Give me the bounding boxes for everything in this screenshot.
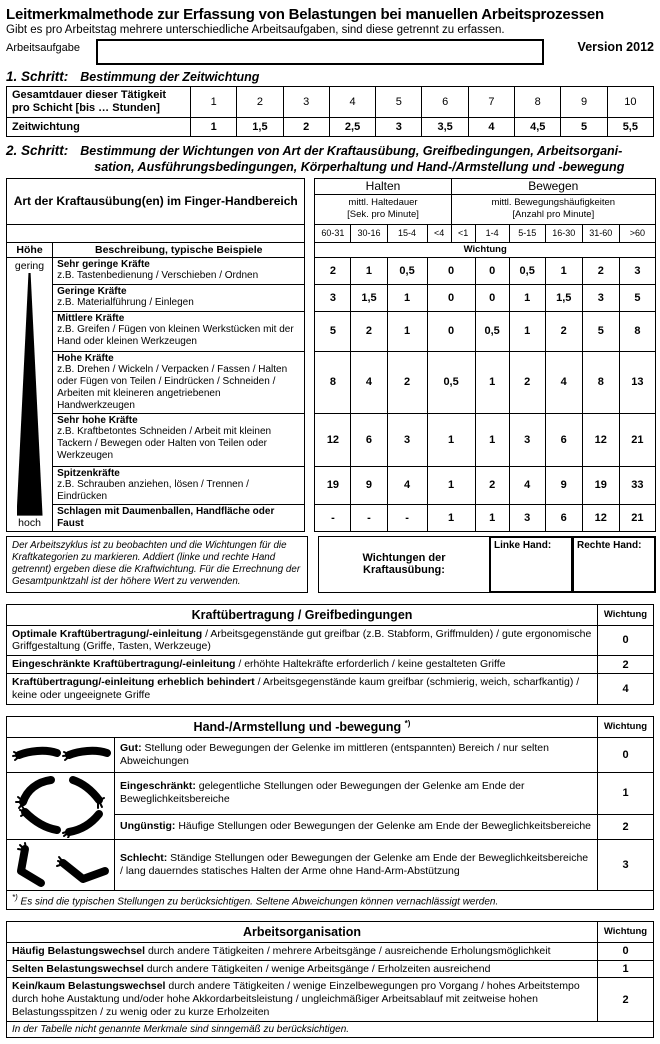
wichtung-value: 1 [598, 960, 654, 978]
wichtung-cell: 4 [509, 466, 545, 504]
col-label: >60 [619, 224, 655, 242]
wichtung-cell: 2 [545, 311, 582, 351]
wichtung-cell: 1 [509, 284, 545, 311]
wichtung-cell: 12 [315, 413, 351, 466]
step1-heading: Bestimmung der Zeitwichtung [80, 70, 260, 84]
wichtung-cell: 1 [427, 466, 475, 504]
task-row [6, 39, 654, 65]
duration-cell: 8 [515, 87, 561, 118]
page-subtitle: Gibt es pro Arbeitstag mehrere unterschiedliche Arbeitsaufgaben, sind diese getrennt zu erfassen. [6, 24, 505, 36]
organisation-row: Selten Belastungswechsel durch andere Tätigkeiten / wenige Arbeitsgänge / Erholzeiten ausreichend 1 [7, 960, 654, 978]
wichtung-cell: 1 [509, 311, 545, 351]
wichtung-value: 4 [598, 673, 654, 704]
force-category: Sehr hohe Kräfte z.B. Kraftbetontes Schneiden / Arbeit mit kleinen Tackern / Bewegen oder Halten von Teilen oder Werkzeugen [53, 413, 305, 466]
right-hand-value[interactable] [577, 551, 651, 585]
bent-arms-icon [7, 839, 115, 890]
zeitwichtung-cell: 2 [283, 118, 329, 137]
duration-cell: 7 [468, 87, 514, 118]
hoch-label: hoch [18, 516, 41, 529]
left-hand-label: Linke Hand: [494, 539, 552, 551]
wichtung-cell: - [387, 505, 427, 532]
force-category: Schlagen mit Daumenballen, Handfläche oder Faust [53, 505, 305, 532]
wichtung-cell: 0 [427, 257, 475, 284]
wichtung-cell: 3 [582, 284, 619, 311]
force-category: Spitzenkräfte z.B. Schrauben anziehen, lösen / Trennen / Eindrücken [53, 466, 305, 504]
empty-cell [7, 224, 305, 242]
wichtung-cell: 2 [387, 351, 427, 413]
wichtung-cell: 5 [619, 284, 655, 311]
wichtung-cell: 2 [509, 351, 545, 413]
wichtung-cell: 4 [351, 351, 387, 413]
curved-arms-icon [7, 772, 115, 839]
wichtung-cell: 1 [475, 351, 509, 413]
wichtung-cell: 2 [351, 311, 387, 351]
organisation-footer-row [7, 1021, 654, 1037]
step1-label: 1. Schritt: [6, 69, 69, 84]
step2-heading [80, 144, 624, 175]
halten-header: Halten [315, 178, 451, 194]
wichtung-cell: 2 [475, 466, 509, 504]
grip-row: Optimale Kraftübertragung/-einleitung / Arbeitsgegenstände gut greifbar (z.B. Stabform, Griffmulden) / gute ergonomische Griffgestaltung (Griffe, Tasten, Werkzeuge) 0 [7, 625, 654, 656]
wichtung-cell: 1 [387, 311, 427, 351]
col-label: 16-30 [545, 224, 582, 242]
wichtung-value: 0 [598, 625, 654, 656]
wichtung-cell: 1 [475, 505, 509, 532]
task-input[interactable] [96, 39, 544, 65]
wichtung-cell: 1,5 [351, 284, 387, 311]
wichtung-cell: 3 [387, 413, 427, 466]
wichtung-cell: - [315, 505, 351, 532]
col-label: 60-31 [315, 224, 351, 242]
zeitwichtung-cell: 3,5 [422, 118, 468, 137]
organisation-section-title: Arbeitsorganisation [7, 921, 598, 942]
wichtung-cell: 21 [619, 505, 655, 532]
duration-cell: 3 [283, 87, 329, 118]
grip-section-title: Kraftübertragung / Greifbedingungen [7, 604, 598, 625]
right-hand-box[interactable] [572, 536, 656, 593]
wichtung-cell: 1 [475, 413, 509, 466]
wichtung-cell: 3 [509, 413, 545, 466]
halten-subheader: mittl. Haltedauer [Sek. pro Minute] [315, 194, 451, 224]
wichtung-cell: 0,5 [427, 351, 475, 413]
wichtung-cell: 19 [582, 466, 619, 504]
wichtung-cell: 33 [619, 466, 655, 504]
step2-label: 2. Schritt: [6, 143, 69, 159]
grip-row: Eingeschränkte Kraftübertragung/-einleitung / erhöhte Haltekräfte erforderlich / keine gestalteten Griffe 2 [7, 656, 654, 674]
step2-heading-row [6, 143, 654, 175]
wichtung-cell: 3 [315, 284, 351, 311]
force-category: Mittlere Kräfte z.B. Greifen / Fügen von kleinen Werkstücken mit der Hand oder kleinen Werkzeugen [53, 311, 305, 351]
step2-heading-line1: Bestimmung der Wichtungen von Art der Kraftausübung, Greifbedingungen, Arbeitsorgani- [80, 144, 623, 159]
zeitwichtung-row-label: Zeitwichtung [7, 118, 191, 137]
force-weighting-summary [318, 536, 656, 593]
wichtung-cell: 8 [619, 311, 655, 351]
col-label: 5-15 [509, 224, 545, 242]
posture-row: Gut: Stellung oder Bewegungen der Gelenke im mittleren (entspannten) Bereich / nur selten Abweichungen 0 [7, 737, 654, 772]
wichtung-cell: 0 [427, 284, 475, 311]
wichtung-cell: 5 [315, 311, 351, 351]
wichtung-cell: 12 [582, 505, 619, 532]
wichtung-cell: 1 [427, 505, 475, 532]
hoehe-scale [7, 257, 53, 531]
zeitwichtung-table [6, 86, 654, 137]
wichtung-cell: 6 [545, 413, 582, 466]
wichtung-cell: 13 [619, 351, 655, 413]
wichtung-cell: 4 [545, 351, 582, 413]
right-hand-label: Rechte Hand: [577, 539, 642, 551]
zeitwichtung-cell: 3 [376, 118, 422, 137]
zeitwichtung-cell: 1 [191, 118, 237, 137]
straight-arms-icon [7, 737, 115, 772]
step1-heading-row [6, 69, 654, 84]
wichtung-cell: 0 [427, 311, 475, 351]
summary-label: Wichtungen der Kraftausübung: [362, 552, 446, 577]
wichtung-cell: 21 [619, 413, 655, 466]
col-label: <4 [427, 224, 451, 242]
wichtung-cell: 0,5 [387, 257, 427, 284]
bewegen-subheader: mittl. Bewegungshäufigkeiten [Anzahl pro Minute] [451, 194, 655, 224]
organisation-footer: In der Tabelle nicht genannte Merkmale sind sinngemäß zu berücksichtigen. [7, 1021, 654, 1037]
wichtung-cell: 0,5 [475, 311, 509, 351]
wichtung-value: 0 [598, 737, 654, 772]
bewegen-header: Bewegen [451, 178, 655, 194]
wichtung-value: 2 [598, 978, 654, 1021]
wichtung-value: 1 [598, 772, 654, 814]
wichtung-cell: 1 [427, 413, 475, 466]
grip-conditions-table [6, 604, 654, 705]
wichtung-cell: 0,5 [509, 257, 545, 284]
force-exertion-table [6, 178, 656, 532]
gering-label: gering [14, 259, 45, 272]
wichtung-cell: 6 [545, 505, 582, 532]
hoehe-header: Höhe [7, 242, 53, 257]
duration-cell: 9 [561, 87, 607, 118]
posture-section-title: Hand-/Armstellung und -bewegung *) [7, 716, 598, 737]
wichtung-cell: 1,5 [545, 284, 582, 311]
zeitwichtung-cell: 4,5 [515, 118, 561, 137]
wichtung-cell: 0 [475, 284, 509, 311]
posture-footnote: *) Es sind die typischen Stellungen zu berücksichtigen. Seltene Abweichungen können vernachlässigt werden. [7, 890, 654, 909]
wichtung-header: Wichtung [315, 242, 656, 257]
col-label: 15-4 [387, 224, 427, 242]
duration-cell: 4 [329, 87, 375, 118]
col-label: 30-16 [351, 224, 387, 242]
wichtung-cell: 9 [545, 466, 582, 504]
force-table-footer [6, 536, 656, 593]
wichtung-cell: 2 [315, 257, 351, 284]
wichtung-cell: 0 [475, 257, 509, 284]
duration-cell: 2 [237, 87, 283, 118]
duration-cell: 1 [191, 87, 237, 118]
version-label: Version 2012 [577, 40, 654, 54]
zeitwichtung-cell: 4 [468, 118, 514, 137]
wichtung-cell: 1 [387, 284, 427, 311]
zeitwichtung-cell: 5,5 [607, 118, 653, 137]
posture-footnote-row [7, 890, 654, 909]
intensity-wedge-icon [17, 273, 43, 516]
force-category: Hohe Kräfte z.B. Drehen / Wickeln / Verpacken / Fassen / Halten oder Fügen von Teilen / Eindrücken / Schneiden / Arbeiten mit kleineren angetriebenen Handwerkzeugen [53, 351, 305, 413]
wichtung-value: 3 [598, 839, 654, 890]
wichtung-cell: 8 [315, 351, 351, 413]
wichtung-cell: 8 [582, 351, 619, 413]
wichtung-header: Wichtung [598, 921, 654, 942]
col-label: 1-4 [475, 224, 509, 242]
col-label: <1 [451, 224, 475, 242]
force-category: Geringe Kräfte z.B. Materialführung / Einlegen [53, 284, 305, 311]
wichtung-cell: 6 [351, 413, 387, 466]
organisation-row: Häufig Belastungswechsel durch andere Tätigkeiten / mehrere Arbeitsgänge / ausreichende Erholungsmöglichkeit 0 [7, 942, 654, 960]
grip-row: Kraftübertragung/-einleitung erheblich behindert / Arbeitsgegenstände kaum greifbar (schmierig, weich, scharfkantig) / keine oder ungeeignete Griffe 4 [7, 673, 654, 704]
force-category: Sehr geringe Kräfte z.B. Tastenbedienung / Verschieben / Ordnen [53, 257, 305, 284]
wichtung-header: Wichtung [598, 716, 654, 737]
zeitwichtung-cell: 1,5 [237, 118, 283, 137]
zeitwichtung-cell: 5 [561, 118, 607, 137]
wichtung-cell: 9 [351, 466, 387, 504]
task-label: Arbeitsaufgabe [6, 42, 80, 54]
hand-arm-posture-table [6, 716, 654, 910]
wichtung-cell: - [351, 505, 387, 532]
posture-row: Eingeschränkt: gelegentliche Stellungen oder Bewegungen der Gelenke am Ende der Beweglichkeitsbereiche 1 [7, 772, 654, 814]
zeitwichtung-row [7, 118, 654, 137]
page-title: Leitmerkmalmethode zur Erfassung von Belastungen bei manuellen Arbeitsprozessen [6, 6, 604, 23]
wichtung-value: 2 [598, 814, 654, 839]
wichtung-cell: 3 [509, 505, 545, 532]
duration-cell: 6 [422, 87, 468, 118]
posture-row: Schlecht: Ständige Stellungen oder Bewegungen der Gelenke am Ende der Beweglichkeitsbereiche / lang dauerndes statisches Halten der Arme ohne Hand-Arm-Abstützung 3 [7, 839, 654, 890]
col-label: 31-60 [582, 224, 619, 242]
wichtung-header: Wichtung [598, 604, 654, 625]
observation-note: Der Arbeitszyklus ist zu beobachten und die Wichtungen für die Kraftkategorien zu markieren. Addiert (linke und rechte Hand getrennt) ergeben diese die Kraftwichtung. Für die Errechnung der Gesamtpunktzahl ist der höhere Wert zu verwenden. [6, 536, 308, 593]
posture-row: Ungünstig: Häufige Stellungen oder Bewegungen der Gelenke am Ende der Beweglichkeitsbereiche 2 [7, 814, 654, 839]
wichtung-cell: 2 [582, 257, 619, 284]
beschreibung-header: Beschreibung, typische Beispiele [53, 242, 305, 257]
wichtung-cell: 3 [619, 257, 655, 284]
wichtung-cell: 1 [351, 257, 387, 284]
wichtung-value: 0 [598, 942, 654, 960]
wichtung-value: 2 [598, 656, 654, 674]
wichtung-cell: 12 [582, 413, 619, 466]
left-hand-value[interactable] [494, 551, 568, 585]
force-table-title: Art der Kraftausübung(en) im Finger-Handbereich [7, 178, 305, 224]
left-hand-box[interactable] [489, 536, 573, 593]
duration-row [7, 87, 654, 118]
wichtung-cell: 19 [315, 466, 351, 504]
wichtung-cell: 1 [545, 257, 582, 284]
duration-cell: 5 [376, 87, 422, 118]
duration-row-label: Gesamtdauer dieser Tätigkeit pro Schicht [bis … Stunden] [7, 87, 191, 118]
zeitwichtung-cell: 2,5 [329, 118, 375, 137]
duration-cell: 10 [607, 87, 653, 118]
step2-heading-line2: sation, Ausführungsbedingungen, Körperhaltung und Hand-/Armstellung und -bewegung [94, 160, 625, 174]
wichtung-cell: 5 [582, 311, 619, 351]
wichtung-cell: 4 [387, 466, 427, 504]
work-organisation-table [6, 921, 654, 1038]
organisation-row: Kein/kaum Belastungswechsel durch andere Tätigkeiten / wenige Einzelbewegungen pro Vorgang / hohes Arbeitstempo durch hohe Austaktung und/oder hohe Akkordarbeitsleistung / ungleichmäßiger Arbeitsablauf mit zeitweise hohen Belastungsspitzen / zu wenig oder zu kurze Erholzeiten 2 [7, 978, 654, 1021]
